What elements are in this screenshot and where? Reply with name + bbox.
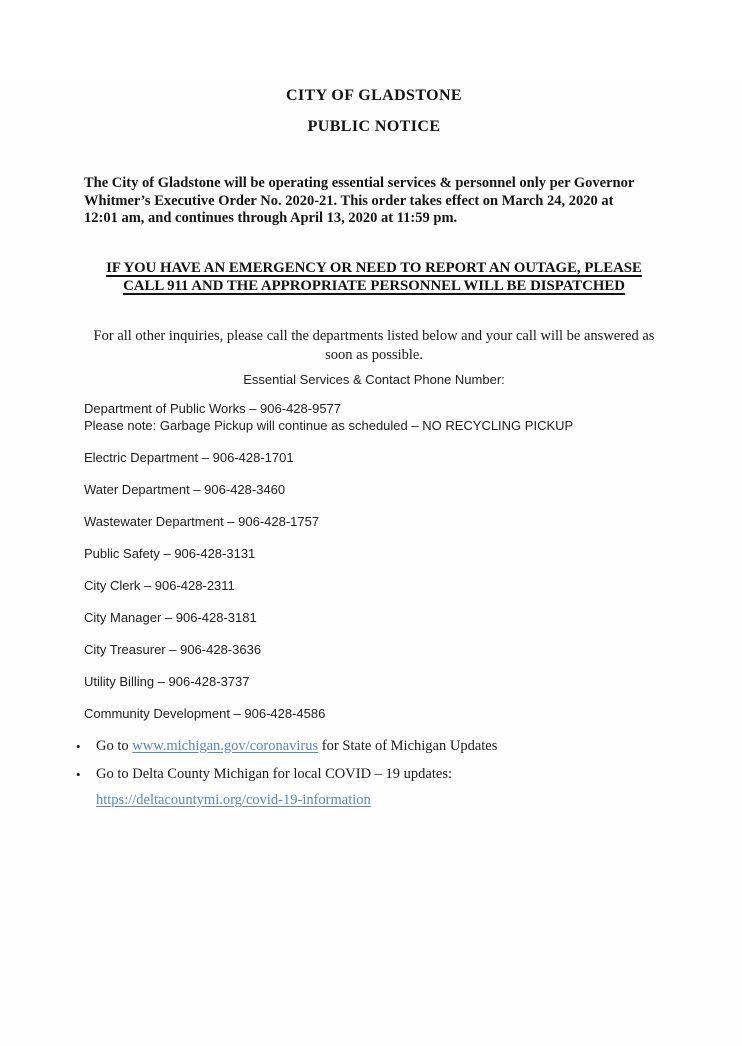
department-line: City Manager – 906-428-3181 [84, 609, 257, 625]
delta-county-url-line [96, 791, 664, 810]
emergency-heading [84, 259, 664, 296]
department-item [84, 513, 664, 530]
bullet-text: Go to Delta County Michigan for local COVID – 19 updates: [96, 765, 452, 782]
department-item [84, 400, 664, 434]
bullet1-suffix: for State of Michigan Updates [318, 737, 498, 754]
page-subtitle: PUBLIC NOTICE [307, 118, 441, 135]
list-item [76, 765, 664, 784]
department-note: Please note: Garbage Pickup will continue as scheduled – NO RECYCLING PICKUP [84, 417, 574, 433]
list-item [76, 737, 664, 756]
department-line: Public Safety – 906-428-3131 [84, 545, 256, 561]
bullet-icon: • [76, 738, 81, 754]
update-links-list [76, 737, 664, 810]
department-line: Department of Public Works – 906-428-9577 [84, 400, 342, 416]
inquiries-paragraph [84, 327, 664, 365]
intro-line: Whitmer’s Executive Order No. 2020-21. This order takes effect on March 24, 2020 at [84, 192, 614, 209]
intro-line: The City of Gladstone will be operating essential services & personnel only per Governor [84, 175, 635, 191]
department-item [84, 641, 664, 658]
department-line: Water Department – 906-428-3460 [84, 481, 286, 497]
department-line: Electric Department – 906-428-1701 [84, 449, 294, 465]
department-line: Community Development – 906-428-4586 [84, 705, 326, 721]
department-item [84, 545, 664, 562]
bullet-icon: • [76, 766, 81, 782]
department-list [84, 400, 664, 722]
page-title: CITY OF GLADSTONE [285, 87, 463, 104]
department-item [84, 705, 664, 722]
intro-line: 12:01 am, and continues through April 13, 2020 at 11:59 pm. [84, 210, 458, 226]
bullet-text [96, 737, 664, 756]
inquiries-line: For all other inquiries, please call the departments listed below and your call will be answered as [93, 327, 655, 344]
department-item [84, 609, 664, 626]
department-line: City Clerk – 906-428-2311 [84, 577, 235, 593]
delta-county-covid-link[interactable]: https://deltacountymi.org/covid-19-information [96, 791, 371, 808]
contact-heading: Essential Services & Contact Phone Number: [243, 371, 505, 387]
department-item [84, 673, 664, 690]
document-page [0, 86, 742, 1046]
intro-paragraph [84, 175, 664, 228]
department-item [84, 577, 664, 594]
bullet1-prefix: Go to [96, 737, 133, 754]
emergency-line: IF YOU HAVE AN EMERGENCY OR NEED TO REPORT AN OUTAGE, PLEASE [106, 259, 642, 276]
department-line: City Treasurer – 906-428-3636 [84, 641, 262, 657]
department-line: Utility Billing – 906-428-3737 [84, 673, 250, 689]
emergency-line: CALL 911 AND THE APPROPRIATE PERSONNEL WILL BE DISPATCHED [123, 278, 625, 294]
department-line: Wastewater Department – 906-428-1757 [84, 513, 320, 529]
inquiries-line: soon as possible. [325, 346, 423, 363]
michigan-coronavirus-link[interactable]: www.michigan.gov/coronavirus [132, 737, 319, 754]
department-item [84, 481, 664, 498]
department-item [84, 449, 664, 466]
